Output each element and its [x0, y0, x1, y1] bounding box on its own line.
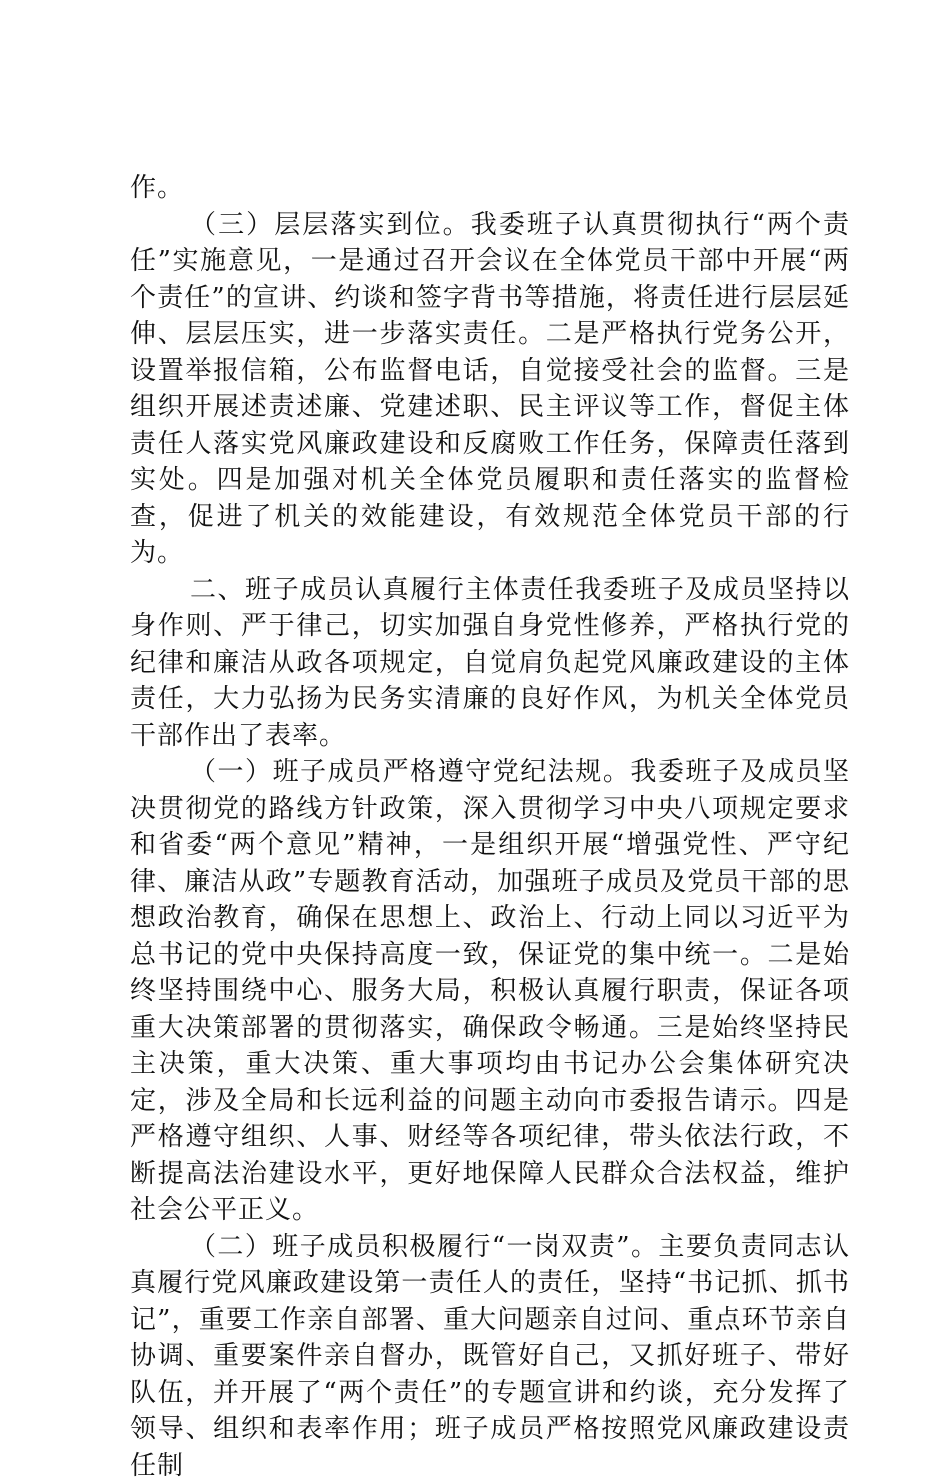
- paragraph-section-one: （一）班子成员严格遵守党纪法规。我委班子及成员坚决贯彻党的路线方针政策，深入贯彻学习中央八项规定要求和省委“两个意见”精神，一是组织开展“增强党性、严守纪律、廉洁从政”专题教育活动，加强班子成员及党员干部的思想政治教育，确保在思想上、政治上、行动上同以习近平为总书记的党中央保持高度一致，保证党的集中统一。二是始终坚持围绕中心、服务大局，积极认真履行职责，保证各项重大决策部署的贯彻落实，确保政令畅通。三是始终坚持民主决策，重大决策、重大事项均由书记办公会集体研究决定，涉及全局和长远利益的问题主动向市委报告请示。四是严格遵守组织、人事、财经等各项纪律，带头依法行政，不断提高法治建设水平，更好地保障人民群众合法权益，维护社会公平正义。: [130, 754, 850, 1229]
- paragraph-continuation: 作。: [130, 170, 850, 207]
- paragraph-section-two: （二）班子成员积极履行“一岗双责”。主要负责同志认真履行党风廉政建设第一责任人的责任，坚持“书记抓、抓书记”，重要工作亲自部署、重大问题亲自过问、重点环节亲自协调、重要案件亲自督办，既管好自己，又抓好班子、带好队伍，并开展了“两个责任”的专题宣讲和约谈，充分发挥了领导、组织和表率作用；班子成员严格按照党风廉政建设责任制: [130, 1229, 850, 1484]
- paragraph-section-three: （三）层层落实到位。我委班子认真贯彻执行“两个责任”实施意见，一是通过召开会议在全体党员干部中开展“两个责任”的宣讲、约谈和签字背书等措施，将责任进行层层延伸、层层压实，进一步落实责任。二是严格执行党务公开，设置举报信箱，公布监督电话，自觉接受社会的监督。三是组织开展述责述廉、党建述职、民主评议等工作，督促主体责任人落实党风廉政建设和反腐败工作任务，保障责任落到实处。四是加强对机关全体党员履职和责任落实的监督检查，促进了机关的效能建设，有效规范全体党员干部的行为。: [130, 207, 850, 572]
- document-body: [130, 170, 850, 1484]
- paragraph-part-two: 二、班子成员认真履行主体责任我委班子及成员坚持以身作则、严于律己，切实加强自身党性修养，严格执行党的纪律和廉洁从政各项规定，自觉肩负起党风廉政建设的主体责任，大力弘扬为民务实清廉的良好作风，为机关全体党员干部作出了表率。: [130, 572, 850, 755]
